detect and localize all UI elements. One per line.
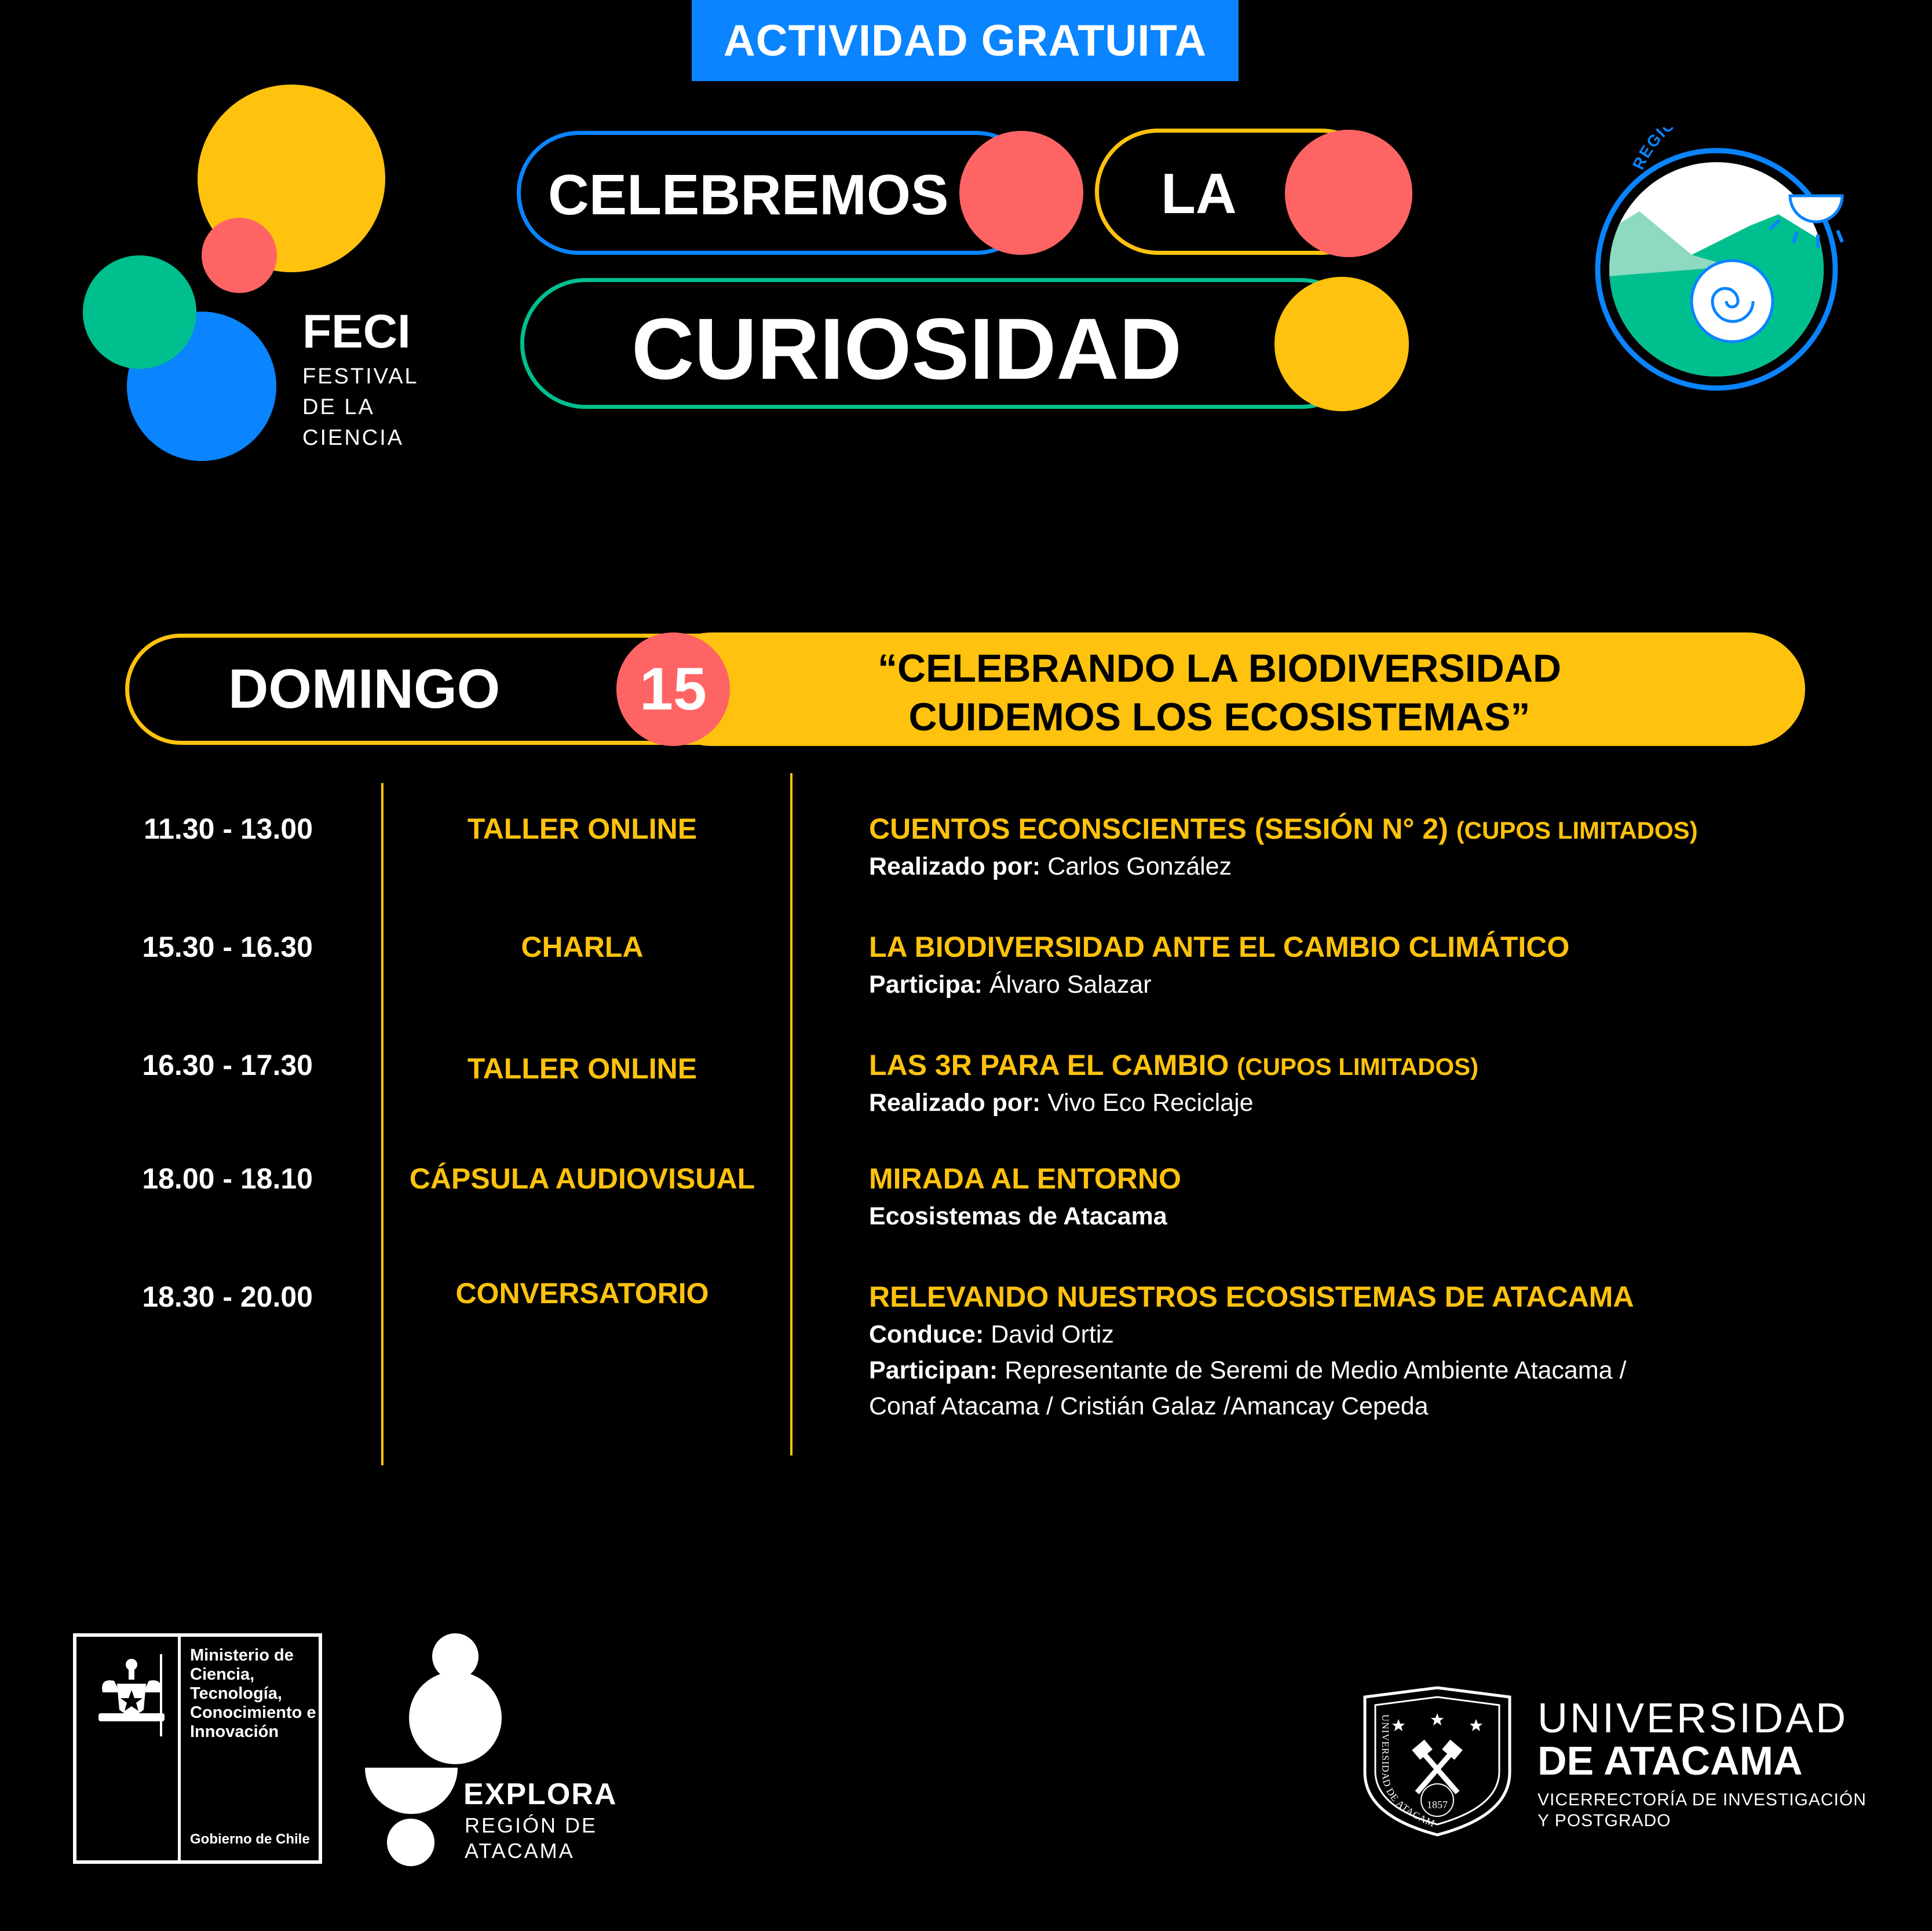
schedule-divider-2 [790,773,792,1455]
theme-title-line1: “CELEBRANDO LA BIODIVERSIDAD [878,646,1561,690]
row-detail-value: Conaf Atacama / Cristián Galaz /Amancay Cepeda [869,1392,1429,1420]
row-detail-label: Realizado por: [869,1089,1041,1117]
row-title [869,930,1569,964]
row-detail [869,1089,1254,1117]
row-type: CONVERSATORIO [455,1277,709,1310]
chile-coat-of-arms-icon [88,1652,175,1739]
row-detail-label: Conduce: [869,1321,984,1348]
headline-coral-circle-1 [959,131,1083,255]
row-time: 11.30 - 13.00 [144,813,313,845]
university-seal [1359,1685,1515,1837]
row-detail-label: Participan: [869,1356,998,1384]
row-detail [869,971,1152,999]
explora-subtitle-line1: REGIÓN DE [465,1813,598,1837]
row-detail-label: Realizado por: [869,853,1041,880]
date-number-circle [616,632,730,746]
ministry-name: Ministerio de Ciencia, Tecnología, Conocimiento e Innovación [190,1646,316,1741]
ministry-logo [73,1633,322,1864]
seal-year: 1857 [1427,1799,1448,1811]
row-detail-value: David Ortiz [991,1321,1114,1348]
row-detail-value: Representante de Seremi de Medio Ambiente Atacama / [1005,1356,1627,1384]
explora-circle-mid [409,1672,502,1764]
row-title-text: LAS 3R PARA EL CAMBIO [869,1049,1229,1081]
headline-word-la: LA [1161,162,1237,225]
row-type: TALLER ONLINE [467,1052,697,1085]
row-detail-value: Carlos González [1047,853,1232,880]
university-name-line2: DE ATACAMA [1537,1738,1803,1783]
row-title [869,1048,1478,1082]
row-type: CHARLA [521,931,644,963]
ministry-divider [178,1637,181,1860]
row-title-text: RELEVANDO NUESTROS ECOSISTEMAS DE ATACAMA [869,1281,1634,1313]
row-detail [869,1392,1429,1421]
row-detail-value: Vivo Eco Reciclaje [1047,1089,1254,1117]
headline-word-curiosidad: CURIOSIDAD [631,300,1182,397]
feci-green-circle [83,255,196,369]
row-time: 18.00 - 18.10 [142,1162,313,1195]
university-name [1537,1697,1867,1831]
government-label: Gobierno de Chile [190,1831,310,1847]
row-detail [869,1202,1167,1231]
feci-subtitle-line3: CIENCIA [302,426,404,450]
explora-title: EXPLORA [463,1778,618,1811]
university-name-line1: UNIVERSIDAD [1537,1695,1849,1742]
date-day: DOMINGO [228,658,501,720]
row-time: 18.30 - 20.00 [142,1281,313,1313]
row-detail-label: Ecosistemas de Atacama [869,1202,1167,1230]
schedule-divider-1 [381,783,384,1465]
row-title [869,1280,1634,1314]
explora-subtitle-line2: ATACAMA [465,1839,575,1863]
row-title-text: LA BIODIVERSIDAD ANTE EL CAMBIO CLIMÁTICO [869,931,1570,963]
theme-title-line2: CUIDEMOS LOS ECOSISTEMAS” [908,695,1531,739]
row-type: CÁPSULA AUDIOVISUAL [409,1162,755,1195]
row-title-note: (CUPOS LIMITADOS) [1456,817,1698,844]
row-detail-label: Participa: [869,971,983,999]
row-type: TALLER ONLINE [467,813,697,845]
row-title-text: CUENTOS ECONSCIENTES (SESIÓN N° 2) [869,813,1448,845]
row-detail-value: Álvaro Salazar [989,971,1152,999]
row-title [869,812,1698,846]
explora-half-circle [365,1768,458,1814]
free-activity-badge: ACTIVIDAD GRATUITA [692,0,1239,81]
headline-coral-circle-2 [1285,130,1412,257]
theme-title [799,644,1639,741]
university-unit-line2: Y POSTGRADO [1537,1811,1671,1830]
feci-subtitle [302,361,453,454]
row-detail [869,1356,1626,1385]
university-unit-line1: VICERRECTORÍA DE INVESTIGACIÓN [1537,1790,1867,1809]
explora-circle-bottom [387,1819,434,1866]
headline-word-celebremos: CELEBREMOS [548,163,949,226]
headline-yellow-circle [1274,277,1409,411]
row-detail [869,853,1232,881]
row-detail [869,1321,1114,1349]
feci-title: FECI [302,305,411,358]
row-title-note: (CUPOS LIMITADOS) [1237,1053,1479,1080]
region-atacama-logo [1587,127,1865,394]
row-title [869,1162,1181,1195]
row-time: 15.30 - 16.30 [142,931,313,963]
feci-coral-circle [202,218,277,293]
seal-text: UNIVERSIDAD DE ATACAM [1379,1714,1437,1830]
row-time: 16.30 - 17.30 [142,1049,313,1081]
row-title-text: MIRADA AL ENTORNO [869,1162,1181,1195]
feci-subtitle-line2: DE LA [302,395,375,419]
feci-subtitle-line1: FESTIVAL [302,364,419,389]
explora-subtitle [465,1813,597,1864]
region-logo-text: REGI [1629,127,1670,173]
date-number: 15 [640,655,707,723]
